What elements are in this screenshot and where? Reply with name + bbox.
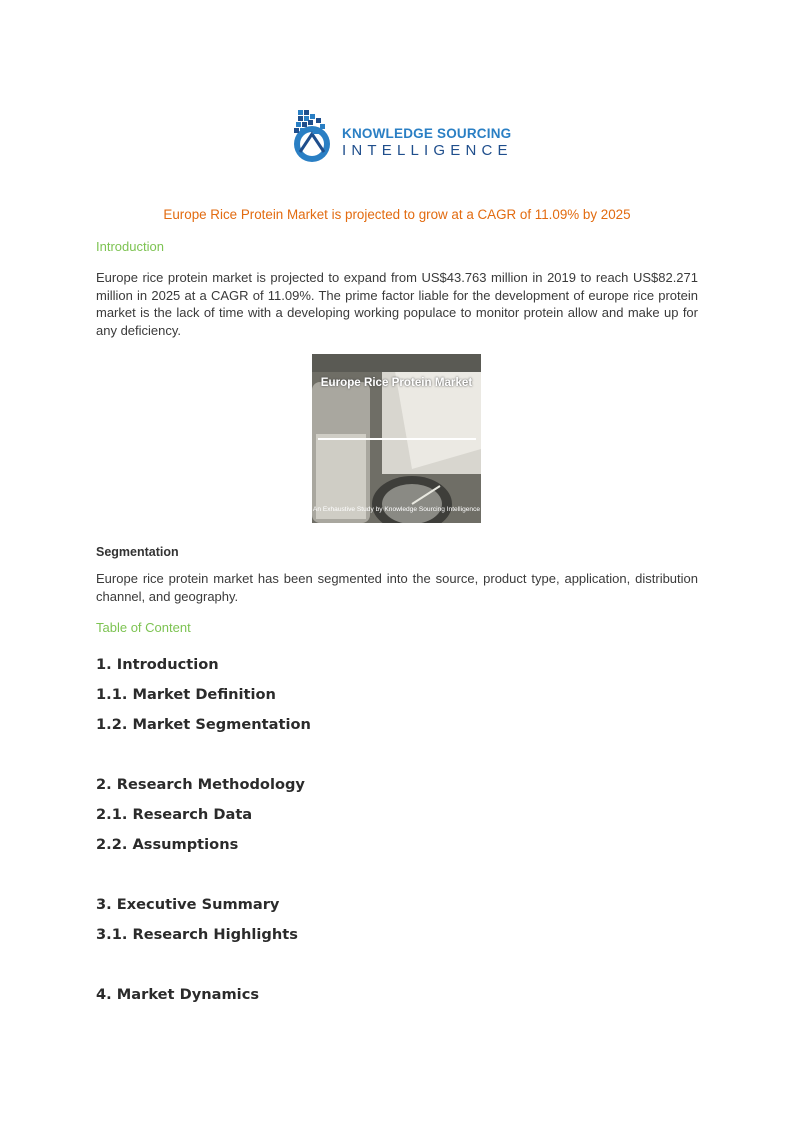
cover-divider: [318, 438, 476, 440]
toc-item: 3. Executive Summary: [96, 896, 280, 913]
toc-item: 3.1. Research Highlights: [96, 926, 298, 943]
cover-subtitle: An Exhaustive Study by Knowledge Sourcing Intelligence: [312, 506, 481, 513]
segmentation-paragraph: Europe rice protein market has been segmented into the source, product type, application, distribution channel, and geography.: [96, 571, 698, 604]
logo-text-line1: KNOWLEDGE SOURCING: [342, 126, 512, 141]
toc-heading: Table of Content: [96, 620, 191, 635]
cover-title: Europe Rice Protein Market: [320, 376, 473, 389]
toc-item: 2.1. Research Data: [96, 806, 253, 823]
introduction-paragraph: Europe rice protein market is projected to expand from US$43.763 million in 2019 to reach US$82.271 million in 2025 at a CAGR of 11.09%. The prime factor liable for the development of europe rice protein market is the lack of time with a developing working populace to monitor protein allow and make up for any deficiency.: [96, 270, 698, 338]
toc-item: 1.1. Market Definition: [96, 686, 276, 703]
toc-item: 1.2. Market Segmentation: [96, 716, 311, 733]
toc-item: 1. Introduction: [96, 656, 219, 673]
toc-item: 2. Research Methodology: [96, 776, 305, 793]
company-logo: [290, 104, 513, 168]
logo-text-line2: INTELLIGENCE: [342, 142, 513, 159]
logo-emblem-icon: [290, 104, 340, 168]
report-title: Europe Rice Protein Market is projected to grow at a CAGR of 11.09% by 2025: [163, 207, 631, 222]
toc-item: 2.2. Assumptions: [96, 836, 239, 853]
toc-item: 4. Market Dynamics: [96, 986, 260, 1003]
cover-image: [312, 354, 481, 523]
introduction-heading: Introduction: [96, 239, 164, 254]
segmentation-heading: Segmentation: [96, 545, 179, 559]
